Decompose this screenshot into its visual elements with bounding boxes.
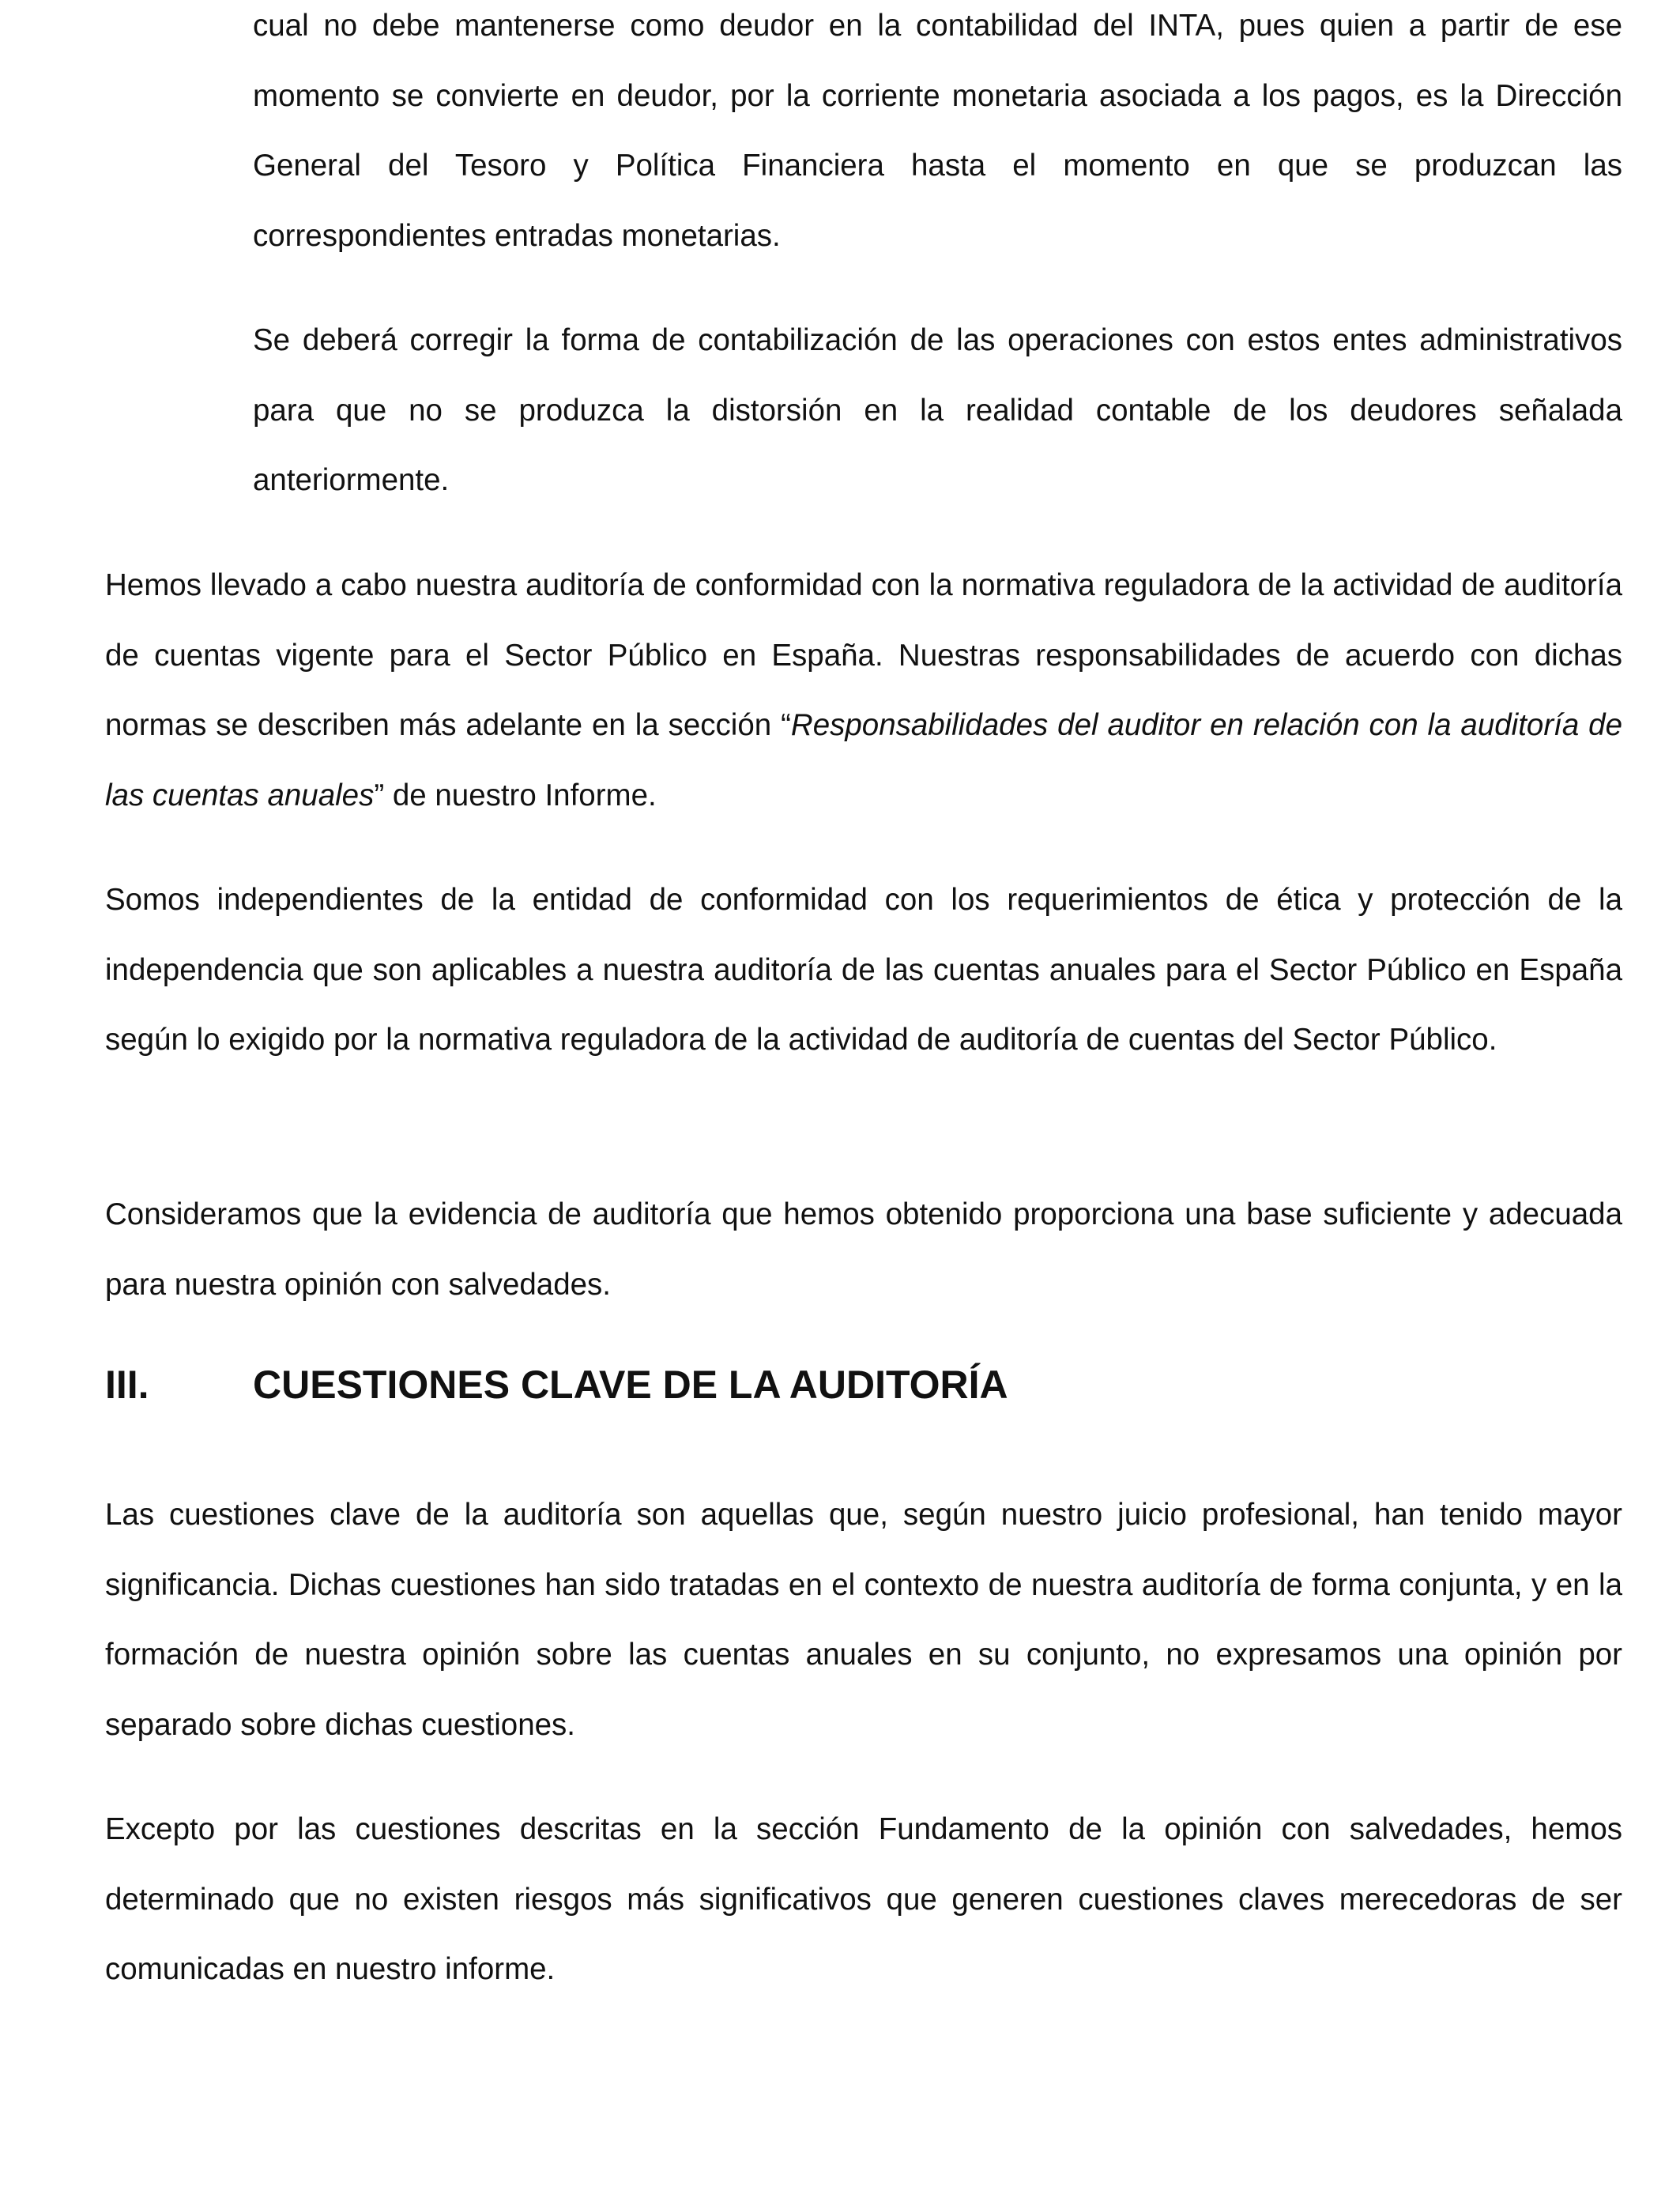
section-title: CUESTIONES CLAVE DE LA AUDITORÍA — [253, 1363, 1008, 1407]
paragraph-audit-standards — [105, 551, 1622, 831]
auditor-responsibilities-section-ref: Responsabilidades del auditor en relación con la auditoría de las cuentas anuales — [105, 708, 1622, 812]
paragraph-correction-required: Se deberá corregir la forma de contabilización de las operaciones con estos entes administrativos para que no se produzca la distorsión en la realidad contable de los deudores señalada anteriormente. — [253, 323, 1622, 497]
section-number: III. — [105, 1363, 149, 1407]
audit-standards-text-end: ” de nuestro Informe. — [374, 778, 657, 812]
paragraph-audit-evidence: Consideramos que la evidencia de auditoría que hemos obtenido proporciona una base suficiente y adecuada para nuestra opinión con salvedades. — [105, 1197, 1622, 1302]
paragraph-no-significant-risks: Excepto por las cuestiones descritas en la sección Fundamento de la opinión con salvedades, hemos determinado que no existen riesgos más significativos que generen cuestiones claves merecedoras de ser comunicadas en nuestro informe. — [105, 1812, 1622, 1986]
paragraph-key-audit-matters: Las cuestiones clave de la auditoría son aquellas que, según nuestro juicio profesional, han tenido mayor significancia. Dichas cuestiones han sido tratadas en el contexto de nuestra auditoría de forma conjunta, y en la formación de nuestra opinión sobre las cuentas anuales en su conjunto, no expresamos una opinión por separado sobre dichas cuestiones. — [105, 1498, 1622, 1742]
paragraph-inta-debtor: cual no debe mantenerse como deudor en la contabilidad del INTA, pues quien a partir de ese momento se convierte en deudor, por la corriente monetaria asociada a los pagos, es la Dirección General del Tesoro y Política Financiera hasta el momento en que se produzcan las correspondientes entradas monetarias. — [253, 9, 1622, 253]
paragraph-independence: Somos independientes de la entidad de conformidad con los requerimientos de ética y protección de la independencia que son aplicables a nuestra auditoría de las cuentas anuales para el Sector Público en España según lo exigido por la normativa reguladora de la actividad de auditoría de cuentas del Sector Público. — [105, 883, 1622, 1057]
section-heading — [105, 1359, 1008, 1410]
audit-standards-text-start: Hemos llevado a cabo nuestra auditoría de conformidad con la normativa reguladora de la actividad de auditoría de cuentas vigente para el Sector Público en España. Nuestras responsabilidades de acuerdo con dichas normas se describen más adelante en la sección “ — [105, 568, 1622, 742]
